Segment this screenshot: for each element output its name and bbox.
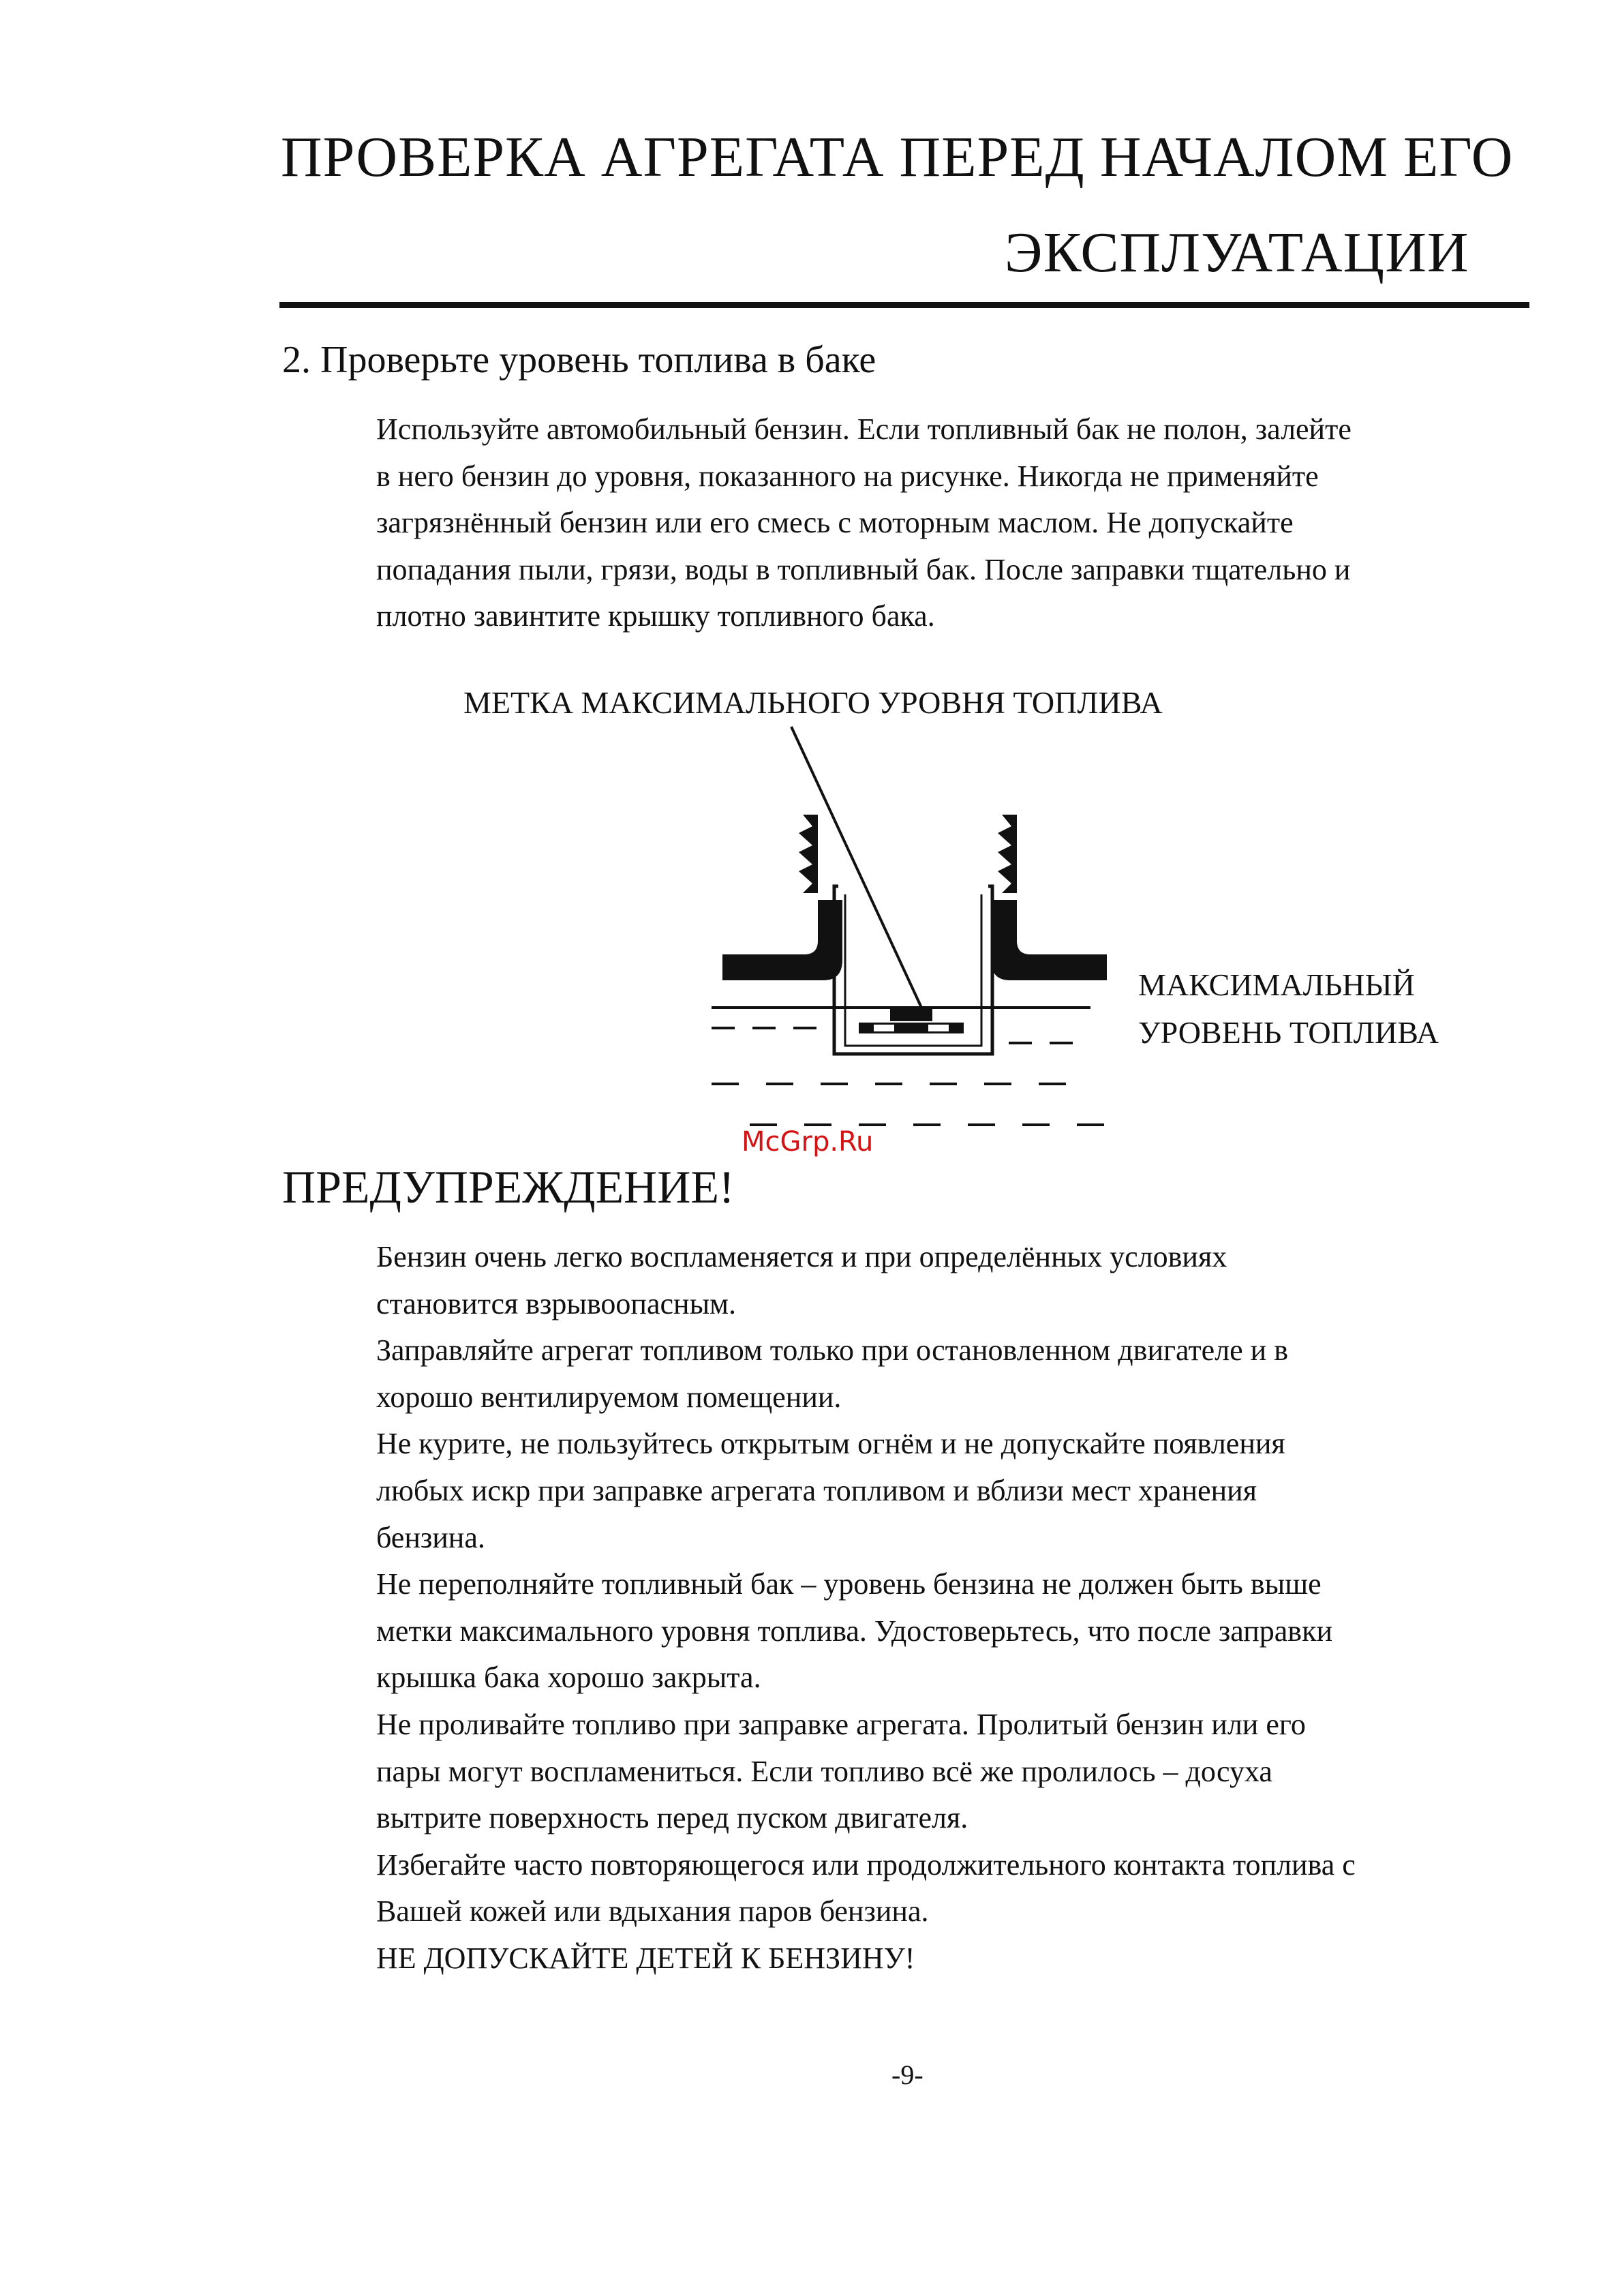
- warning-line: бензина.: [376, 1520, 485, 1554]
- intro-line: плотно завинтите крышку топливного бака.: [376, 599, 935, 633]
- intro-line: в него бензин до уровня, показанного на рисунке. Никогда не применяйте: [376, 459, 1319, 493]
- warning-line: метки максимального уровня топлива. Удостоверьтесь, что после заправки: [376, 1614, 1332, 1648]
- page-title-line-2: ЭКСПЛУАТАЦИИ: [1005, 221, 1469, 284]
- right-tank-wall: [991, 900, 1107, 980]
- warning-heading: ПРЕДУПРЕЖДЕНИЕ!: [282, 1161, 735, 1213]
- warning-line: хорошо вентилируемом помещении.: [376, 1380, 842, 1414]
- warning-line: Не проливайте топливо при заправке агрегата. Пролитый бензин или его: [376, 1707, 1306, 1741]
- max-level-label-line: МАКСИМАЛЬНЫЙ: [1138, 967, 1415, 1002]
- warning-paragraph: [376, 1234, 1548, 1982]
- page-number: -9-: [891, 2059, 924, 2090]
- fuel-tank-diagram: [695, 723, 1131, 1145]
- page-title-line-1: ПРОВЕРКА АГРЕГАТА ПЕРЕД НАЧАЛОМ ЕГО: [281, 125, 1514, 189]
- warning-line: любых искр при заправке агрегата топливом и вблизи мест хранения: [376, 1473, 1257, 1507]
- warning-line: вытрите поверхность перед пуском двигателя.: [376, 1801, 968, 1835]
- right-filler-thread: [998, 815, 1017, 893]
- warning-line: пары могут воспламениться. Если топливо всё же пролилось – досуха: [376, 1754, 1272, 1788]
- warning-line: Вашей кожей или вдыхания паров бензина.: [376, 1894, 929, 1929]
- left-tank-wall: [722, 900, 842, 980]
- warning-line: НЕ ДОПУСКАЙТЕ ДЕТЕЙ К БЕНЗИНУ!: [376, 1941, 915, 1975]
- max-mark-label: МЕТКА МАКСИМАЛЬНОГО УРОВНЯ ТОПЛИВА: [463, 685, 1163, 720]
- intro-line: Используйте автомобильный бензин. Если топливный бак не полон, залейте: [376, 412, 1352, 446]
- warning-line: крышка бака хорошо закрыта.: [376, 1661, 761, 1695]
- warning-line: Не курите, не пользуйтесь открытым огнём и не допускайте появления: [376, 1427, 1285, 1461]
- left-filler-thread: [799, 815, 818, 893]
- warning-line: Избегайте часто повторяющегося или продолжительного контакта топлива с: [376, 1847, 1356, 1882]
- warning-line: становится взрывоопасным.: [376, 1286, 736, 1320]
- intro-paragraph: [376, 406, 1535, 640]
- watermark-link[interactable]: McGrp.Ru: [742, 1126, 874, 1158]
- section-heading: 2. Проверьте уровень топлива в баке: [282, 339, 876, 381]
- warning-line: Не переполняйте топливный бак – уровень бензина не должен быть выше: [376, 1567, 1322, 1601]
- title-divider: [279, 302, 1529, 308]
- intro-line: загрязнённый бензин или его смесь с моторным маслом. Не допускайте: [376, 506, 1294, 539]
- max-level-mark: [890, 1008, 932, 1021]
- warning-line: Заправляйте агрегат топливом только при остановленном двигателе и в: [376, 1333, 1289, 1368]
- warning-line: Бензин очень легко воспламеняется и при определённых условиях: [376, 1240, 1227, 1273]
- max-level-label-line: УРОВЕНЬ ТОПЛИВА: [1138, 1015, 1439, 1050]
- max-level-label: [1138, 961, 1439, 1057]
- intro-line: попадания пыли, грязи, воды в топливный бак. После заправки тщательно и: [376, 552, 1351, 586]
